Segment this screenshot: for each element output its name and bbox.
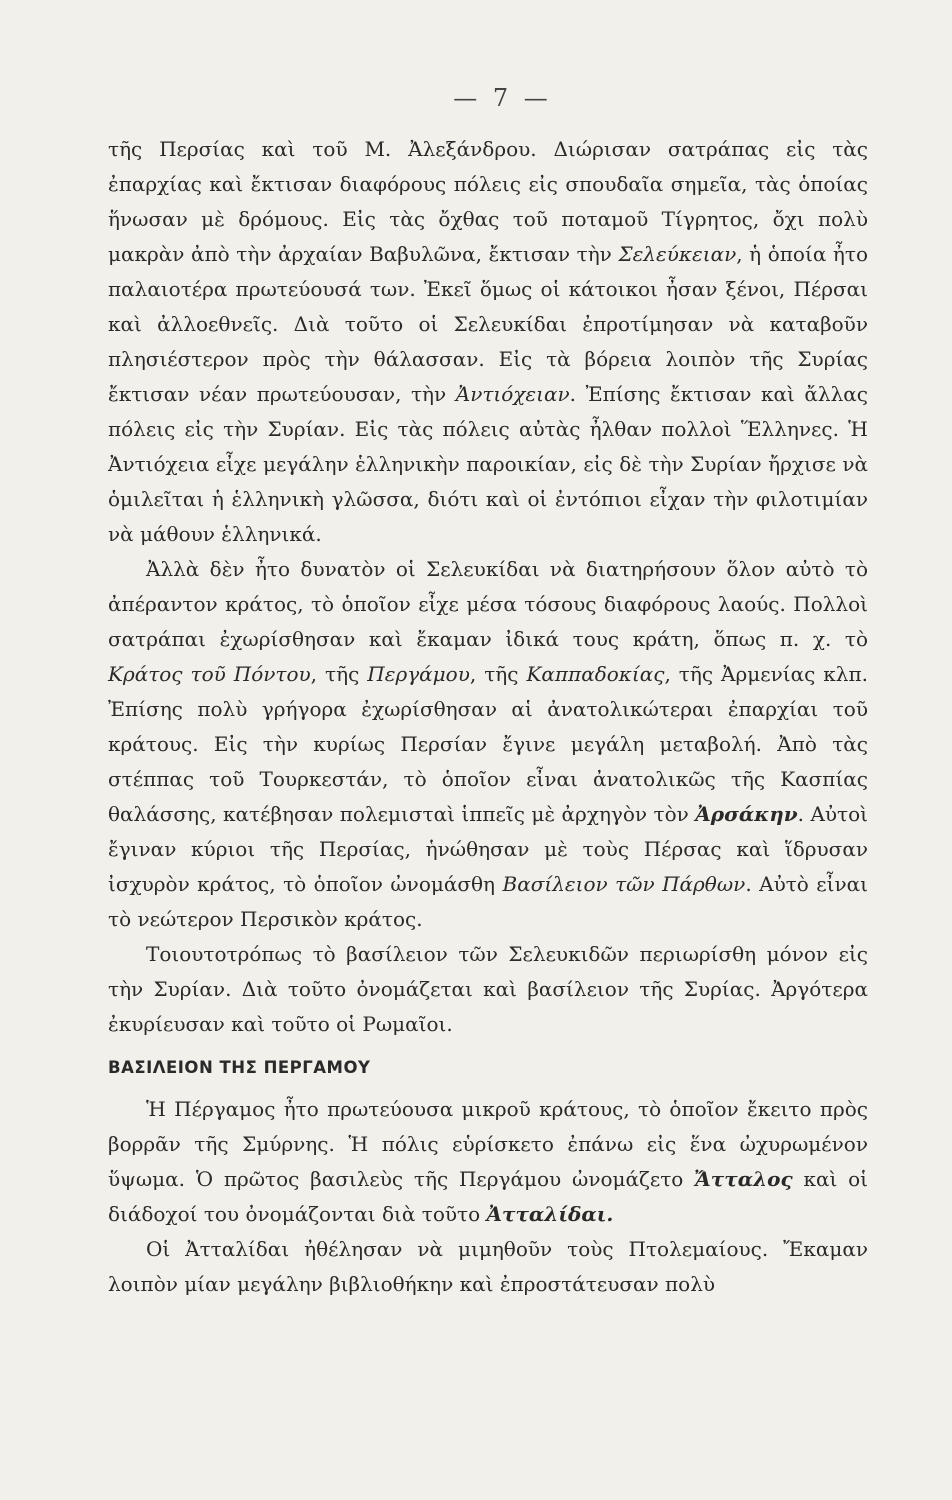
paragraph-pergamon: Ἡ Πέργαμος ἦτο πρωτεύουσα μικροῦ κράτους, τὸ ὁποῖον ἔκειτο πρὸς βορρᾶν τῆς Σμύρνης. Ἡ πόλις εὑρίσκετο ἐπάνω εἰς ἕνα ὠχυρωμένον ὕψωμα. Ὁ πρῶτος βασιλεὺς τῆς Περγάμου ὠνομάζετο Ἄτταλος καὶ οἱ διάδοχοί του ὀνομάζονται διὰ τοῦτο Ἀτταλίδαι. (108, 1097, 868, 1226)
page-number-value: 7 (492, 84, 513, 112)
page-number: — 7 — (453, 84, 552, 112)
paragraph-syria: Τοιουτοτρόπως τὸ βασίλειον τῶν Σελευκιδῶν περιωρίσθη μόνον εἰς τὴν Συρίαν. Διὰ τοῦτο ὀνομάζεται καὶ βασίλειον τῆς Συρίας. Ἀργότερα ἐκυρίευσαν καὶ τοῦτο οἱ Ρωμαῖοι. (108, 942, 868, 1036)
paragraph-fragmentation: Ἀλλὰ δὲν ἦτο δυνατὸν οἱ Σελευκίδαι νὰ διατηρήσουν ὅλον αὐτὸ τὸ ἀπέραντον κράτος, τὸ ὁποῖον εἶχε μέσα τόσους διαφόρους λαούς. Πολλοὶ σατράπαι ἐχωρίσθησαν καὶ ἔκαμαν ἰδικά τους κράτη, ὅπως π. χ. τὸ Κράτος τοῦ Πόντου, τῆς Περγάμου, τῆς Καππαδοκίας, τῆς Ἀρμενίας κλπ. Ἐπίσης πολὺ γρήγορα ἐχωρίσθησαν αἱ ἀνατολικώτεραι ἐπαρχίαι τοῦ κράτους. Εἰς τὴν κυρίως Περσίαν ἔγινε μεγάλη μεταβολή. Ἀπὸ τὰς στέππας τοῦ Τουρκεστάν, τὸ ὁποῖον εἶναι ἀνατολικῶς τῆς Κασπίας θαλάσσης, κατέβησαν πολεμισταὶ ἱππεῖς μὲ ἀρχηγὸν τὸν Ἀρσάκην. Αὐτοὶ ἔγιναν κύριοι τῆς Περσίας, ἡνώθησαν μὲ τοὺς Πέρσας καὶ ἵδρυσαν ἰσχυρὸν κράτος, τὸ ὁποῖον ὠνομάσθη Βασίλειον τῶν Πάρθων. Αὐτὸ εἶναι τὸ νεώτερον Περσικὸν κράτος. (108, 557, 869, 931)
paragraph-attalids: Οἱ Ἀτταλίδαι ἠθέλησαν νὰ μιμηθοῦν τοὺς Πτολεμαίους. Ἔκαμαν λοιπὸν μίαν μεγάλην βιβλιοθήκην καὶ ἐπροστάτευσαν πολὺ (108, 1237, 868, 1296)
paragraph-seleucids: τῆς Περσίας καὶ τοῦ Μ. Ἀλεξάνδρου. Διώρισαν σατράπας εἰς τὰς ἐπαρχίας καὶ ἔκτισαν διαφόρους πόλεις εἰς σπουδαῖα σημεῖα, τὰς ὁποίας ἥνωσαν μὲ δρόμους. Εἰς τὰς ὄχθας τοῦ ποταμοῦ Τίγρητος, ὄχι πολὺ μακρὰν ἀπὸ τὴν ἀρχαίαν Βαβυλῶνα, ἔκτισαν τὴν Σελεύκειαν, ἡ ὁποία ἦτο παλαιοτέρα πρωτεύουσά των. Ἐκεῖ ὅμως οἱ κάτοικοι ἦσαν ξένοι, Πέρσαι καὶ ἀλλοεθνεῖς. Διὰ τοῦτο οἱ Σελευκίδαι ἐπροτίμησαν νὰ καταβοῦν πλησιέστερον πρὸς τὴν θάλασσαν. Εἰς τὰ βόρεια λοιπὸν τῆς Συρίας ἔκτισαν νέαν πρωτεύουσαν, τὴν Ἀντιόχειαν. Ἐπίσης ἔκτισαν καὶ ἄλλας πόλεις εἰς τὴν Συρίαν. Εἰς τὰς πόλεις αὐτὰς ἦλθαν πολλοὶ Ἕλληνες. Ἡ Ἀντιόχεια εἶχε μεγάλην ἑλληνικὴν παροικίαν, εἰς δὲ τὴν Συρίαν ἤρχισε νὰ ὁμιλεῖται ἡ ἑλληνικὴ γλῶσσα, διότι καὶ οἱ ἐντόπιοι εἶχαν τὴν φιλοτιμίαν νὰ μάθουν ἑλληνικά. (108, 137, 869, 546)
text-body (108, 132, 868, 1302)
section-heading: ΒΑΣΙΛΕΙΟΝ ΤΗΣ ΠΕΡΓΑΜΟΥ (108, 1058, 371, 1077)
